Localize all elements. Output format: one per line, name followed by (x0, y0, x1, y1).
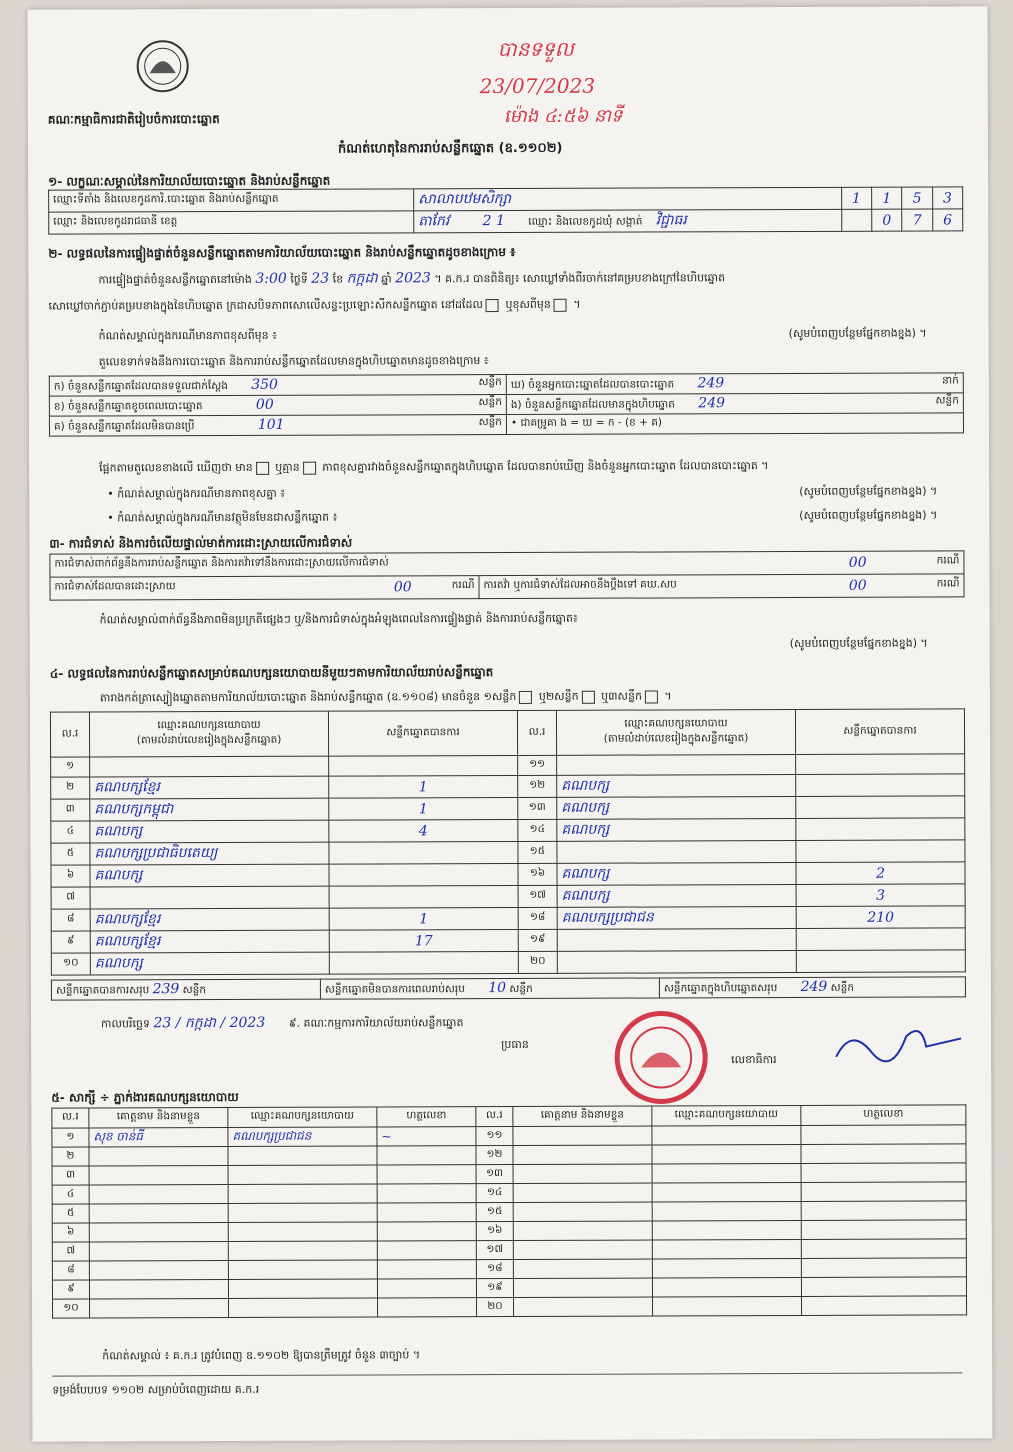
section5-title: ៥- សាក្សី ÷ ភ្នាក់ងារគណបក្សនយោបាយ (51, 1089, 239, 1105)
verify-line: ការផ្ទៀងផ្ទាត់ចំនួនសន្លឹកឆ្នោតនៅម៉ោង 3:00 ថ្ងៃទី 23 ខែ កក្កដា ឆ្នាំ 2023 ។ គ.ក.រ បានពិនិត្យ៖ សោឃ្លៅទាំងពីរចាក់នៅគម្របខាងក្រៅនៃហិបឆ្នោត (98, 270, 726, 287)
voters-count: 249 (697, 374, 725, 391)
row-no: ៩ (52, 1280, 89, 1299)
form-id: ទម្រង់បែបបទ ១១០២ សម្រាប់បំពេញដោយ គ.ក.រ (52, 1382, 260, 1397)
table-row (51, 840, 965, 865)
table-row (51, 884, 965, 909)
row-no: ៨ (52, 1261, 89, 1280)
figure-row: ខ) ចំនួនសន្លឹកឆ្នោតខូចពេលបោះឆ្នោត 00 សន្លឹក ង) ចំនួនសន្លឹកឆ្នោតដែលមានក្នុងហិបឆ្នោត 249 សន្លឹក (49, 393, 963, 416)
figures-intro: តួលេខទាក់ទងនឹងការបោះឆ្នោត និងការរាប់សន្លឹកឆ្នោតដែលមានក្នុងហិបឆ្នោតមានដូចខាងក្រោម ៖ (98, 354, 489, 369)
appeal-count: 00 (848, 577, 867, 594)
page-title: កំណត់ហេតុនៃការរាប់សន្លឹកឆ្នោត (ឧ.១១០២) (337, 140, 563, 157)
box-total-label: សន្លឹកឆ្នោតក្នុងហិបឆ្នោតសរុប (663, 981, 778, 994)
row-no: ១៨ (518, 907, 557, 929)
one-sheet-checkbox[interactable] (519, 690, 532, 703)
party-name: គណបក្ស (94, 867, 143, 884)
com-digit: 0 (882, 212, 892, 229)
spoiled-ballots: 00 (255, 396, 274, 413)
invalid-total-label: សន្លឹកឆ្នោតមិនបានការពេលរាប់សរុប (324, 982, 465, 996)
row-no: ៣ (52, 1166, 89, 1185)
row-no: ១៩ (518, 929, 557, 951)
row-no: ១៧ (476, 1240, 513, 1259)
party-name: គណបក្សកម្ពុជា (94, 801, 174, 818)
col-name: គោត្តនាម និងនាមខ្លួន (89, 1107, 228, 1127)
row-no: ៨ (51, 909, 90, 931)
commune-label: ឈ្មោះ និងលេខកូដឃុំ សង្កាត់ (528, 215, 643, 228)
date-line: កាលបរិច្ឆេទ 23 / កក្កដា / 2023 ៩. គណៈកម្មការការិយាល័យរាប់សន្លឹកឆ្នោត (101, 1014, 464, 1032)
vote-count: 1 (418, 800, 428, 817)
province-value: តាកែវ (418, 213, 450, 230)
figure-row: ក) ចំនួនសន្លឹកឆ្នោតដែលបានទទួលជាក់ស្តែង 350 សន្លឹក ឃ) ចំនួនអ្នកបោះឆ្នោតដែលបានបោះឆ្នោត 249 នាក់ (49, 373, 963, 396)
object-note: • កំណត់សម្គាល់ក្នុងករណីមានវត្ថុមិនមែនជាសន្លឹកឆ្នោត ៖ (107, 510, 338, 525)
row-no: ៦ (51, 865, 90, 887)
row-no: ១៨ (476, 1259, 513, 1278)
verify-hour: 3:00 (255, 270, 287, 287)
row-no: ៦ (52, 1223, 89, 1242)
col-sign: ហត្ថលេខា (377, 1107, 476, 1127)
figure-row: គ) ចំនួនសន្លឹកឆ្នោតដែលមិនបានប្រើ 101 សន្លឹក • ជាគម្រូគា ង = ឃ = ក - (ខ + គ) (49, 413, 963, 436)
commune-value: វិជ្ជាធរ (655, 212, 687, 229)
row-no: ១៥ (518, 841, 557, 863)
province-code: 2 1 (482, 213, 505, 230)
received-time: ម៉ោង ៤:៥៦ នាទី (503, 105, 623, 128)
col-votes: សន្លឹកឆ្នោតបានការ (328, 710, 517, 756)
row-no: ៧ (52, 1242, 89, 1261)
verify-day: 23 (311, 270, 330, 287)
row-no: ២០ (477, 1297, 514, 1316)
row-no: ១៩ (476, 1278, 513, 1297)
section1-table (48, 186, 963, 234)
table-row (51, 928, 965, 953)
vote-count: 1 (418, 778, 428, 795)
row-no: ២ (51, 777, 90, 799)
col-no: ល.រ (50, 712, 89, 757)
col-party: ឈ្មោះគណបក្សនយោបាយ (624, 717, 728, 730)
com-digit: 7 (912, 212, 922, 229)
row-no: ១៧ (518, 885, 557, 907)
no-diff-checkbox[interactable] (303, 461, 316, 474)
vote-count: 3 (876, 887, 886, 904)
party-name: គណបក្សខ្មែរ (94, 933, 161, 950)
table-row (53, 1296, 967, 1318)
object-hint: (សូមបំពេញបន្ថែមផ្នែកខាងខ្នង) ។ (799, 508, 938, 522)
row-no: ១១ (476, 1126, 513, 1145)
row-no: ២០ (518, 951, 557, 973)
row-no: ៧ (51, 887, 90, 909)
three-sheet-checkbox[interactable] (645, 690, 658, 703)
received-date: 23/07/2023 (479, 73, 596, 99)
unused-ballots: 101 (257, 416, 285, 433)
witness-table: ល.រ គោត្តនាម និងនាមខ្លួន ឈ្មោះគណបក្សនយោបាយ ហត្ថលេខា ល.រ គោត្តនាម និងនាមខ្លួន ឈ្មោះគណបក្សនយោបាយ ហត្ថលេខា ១ សុខ ចាន់ធី គណបក្សប្រជាជន ~ ១១ ២ ១២ ៣ ១៣ ៤ ១៤ ៥ ១៥ ៦ ១៦ ៧ ១៧ ៨ ១៨ ៩ ១៩ ១០ ២០ (51, 1104, 967, 1318)
loc-digit: 1 (851, 190, 861, 207)
table-row (51, 796, 965, 821)
chair-label: ប្រធាន (501, 1037, 529, 1052)
party-name: គណបក្ស (561, 777, 610, 794)
location-value: សាលាបឋមសិក្សា (418, 190, 512, 208)
party-name: គណបក្សប្រជាធិបតេយ្យ (94, 845, 218, 862)
complaint-label: ការជំទាស់ពាក់ព័ន្ធនឹងការរាប់សន្លឹកឆ្នោត និងការតវ៉ាទៅនឹងការដោះស្រាយលើការជំទាស់ (54, 556, 389, 570)
col-no: ល.រ (517, 710, 556, 755)
appeal-label: ការតវ៉ា ឬការជំទាស់ដែលអាចនឹងប្តឹងទៅ គឃ.សប (483, 578, 677, 592)
figures-table (49, 372, 964, 436)
diff-hint: (សូមបំពេញបន្ថែមផ្នែកខាងខ្នង) ។ (788, 326, 927, 341)
official-seal (591, 1007, 731, 1107)
complaint-count: 00 (848, 554, 867, 571)
org-name: គណៈកម្មាធិការជាតិរៀបចំការបោះឆ្នោត (47, 112, 220, 127)
witness-name: សុខ ចាន់ធី (93, 1129, 143, 1144)
two-sheet-checkbox[interactable] (582, 690, 595, 703)
party-name: គណបក្ស (561, 799, 610, 816)
invalid-total: 10 (488, 979, 507, 996)
location-label: ឈ្មោះទីតាំង និងលេខកូដការិ.បោះឆ្នោត និងរាប់សន្លឹកឆ្នោត (49, 189, 414, 212)
party-name: គណបក្ស (94, 955, 143, 972)
row-no: ៥ (51, 843, 90, 865)
diff-note-2: • កំណត់សម្គាល់ក្នុងករណីមានភាពខុសគ្នា ៖ (107, 486, 286, 501)
has-diff-checkbox[interactable] (256, 461, 269, 474)
row-no: ៤ (52, 1185, 89, 1204)
row-no: ១ (51, 757, 90, 777)
section1-title: ១- លក្ខណៈសម្គាល់នៃការិយាល័យបោះឆ្នោត និងរាប់សន្លឹកឆ្នោត (48, 173, 331, 189)
row-no: ១១ (518, 755, 557, 775)
row-no: ១៦ (476, 1221, 513, 1240)
vote-count: 4 (418, 822, 428, 839)
row-no: ១២ (476, 1145, 513, 1164)
diff-check-line: ផ្អែកតាមតួលេខខាងលើ ឃើញថា មាន ឬគ្មាន ភាពខុសគ្នារវាងចំនួនសន្លឹកឆ្នោតក្នុងហិបឆ្នោត ដែលបានរាប់ឃើញ និងចំនួនអ្នកបោះឆ្នោត ដែលបានបោះឆ្នោត ។ (99, 459, 769, 475)
section4-title: ៤- លទ្ធផលនៃការរាប់សន្លឹកឆ្នោតសម្រាប់គណបក្សនយោបាយនីមួយៗតាមការិយាល័យរាប់សន្លឹកឆ្នោត (49, 665, 494, 681)
verify-year: 2023 (395, 270, 431, 287)
valid-total: 239 (152, 980, 180, 997)
diff-note: កំណត់សម្គាល់ក្នុងករណីមានភាពខុសពីមុន ៖ (98, 328, 277, 343)
received-ballots: 350 (251, 376, 278, 393)
different-checkbox[interactable] (554, 298, 567, 311)
row-no: ១ (52, 1128, 89, 1147)
col-votes: សន្លឹកឆ្នោតបានការ (795, 709, 964, 755)
same-checkbox[interactable] (486, 299, 499, 312)
diff-hint-2: (សូមបំពេញបន្ថែមផ្នែកខាងខ្នង) ។ (799, 484, 938, 498)
section3-title: ៣- ការជំទាស់ និងការចំលើយផ្ទាល់មាត់ការដោះស្រាយលើការជំទាស់ (49, 535, 353, 551)
row-no: ១៥ (476, 1202, 513, 1221)
table-row (51, 774, 965, 799)
table-row (51, 818, 965, 843)
resolved-label: ការជំទាស់ដែលបានដោះស្រាយ (54, 580, 176, 593)
table-row (51, 950, 965, 975)
row-no: ៤ (51, 821, 90, 843)
row-no: ១៤ (518, 819, 557, 841)
section2-title: ២- លទ្ធផលនៃការផ្ទៀងផ្ទាត់ចំនួនសន្លឹកឆ្នោតតាមការិយាល័យបោះឆ្នោត និងរាប់សន្លឹកឆ្នោតដូចខាងក្រោម ៖ (48, 244, 516, 261)
row-no: ២ (52, 1147, 89, 1166)
table-row (51, 906, 965, 931)
party-name: គណបក្ស (561, 887, 610, 904)
seal-line: សោឃ្លៅចាក់ភ្ជាប់គម្របខាងក្នុងនៃហិបឆ្នោត ក្រដាសបិទភាពសោលើសន្ទះប្រឡោះសីកសន្លឹកឆ្នោត នៅដដែល ឬខុសពីមុន ។ (48, 297, 581, 313)
vote-count: 210 (867, 909, 895, 926)
party-name: គណបក្ស (561, 865, 610, 882)
col-party: ឈ្មោះគណបក្សនយោបាយ (157, 718, 261, 732)
row-no: ៣ (51, 799, 90, 821)
row-no: ១៣ (518, 797, 557, 819)
witness-party: គណបក្សប្រជាជន (232, 1128, 312, 1143)
tally-sheet-line: តារាងកត់ត្រាស្បៀងឆ្នោតតាមការិយាល័យបោះឆ្នោត និងរាប់សន្លឹកឆ្នោត (ឧ.១១០៨) មានចំនួន ១សន្លឹក ឬ២សន្លឹក ឬ៣សន្លឹក ។ (99, 689, 672, 705)
results-table: ល.រ ឈ្មោះគណបក្សនយោបាយ (តាមលំដាប់លេខរៀងក្នុងសន្លឹកឆ្នោត) សន្លឹកឆ្នោតបានការ ល.រ ឈ្មោះគណបក្សនយោបាយ (តាមលំដាប់លេខរៀងក្នុងសន្លឹកឆ្នោត) សន្លឹកឆ្នោតបានការ ១ ១១ ២ គណបក្សខ្មែរ 1 ១២ គណបក្ស ៣ គណបក្សកម្ពុជា 1 ១៣ គណបក្ស ៤ គណបក្ស 4 ១៤ គណបក្ស ៥ គណបក្សប្រជាធិបតេយ្យ ១៥ ៦ គណបក្ស ១៦ គណបក្ស 2 ៧ ១៧ គណបក្ស 3 ៨ គណបក្សខ្មែរ 1 ១៨ គណបក្សប្រជាជន 210 ៩ គណបក្សខ្មែរ 17 ១៩ ១០ គណបក្ស ២០ (50, 708, 966, 975)
received-stamp: បានទទួល (497, 36, 574, 62)
vote-count: 17 (414, 932, 433, 949)
nec-logo (136, 39, 190, 93)
province-label: ឈ្មោះ និងលេខកូដរាជធានី ខេត្ត (49, 211, 414, 234)
secretary-signature (831, 1016, 971, 1066)
complaints-table: ការជំទាស់ពាក់ព័ន្ធនឹងការរាប់សន្លឹកឆ្នោត និងការតវ៉ាទៅនឹងការដោះស្រាយលើការជំទាស់ ករណី 00 ការជំទាស់ដែលបានដោះស្រាយ ករណី 00 ការតវ៉ា ឬការជំទាស់ដែលអាចនឹងប្តឹងទៅ គឃ.សប ករណី 00 (49, 550, 964, 600)
party-name: គណបក្សខ្មែរ (94, 779, 160, 796)
party-name: គណបក្ស (561, 821, 610, 838)
box-ballots: 249 (698, 394, 726, 411)
footer-note: កំណត់សម្គាល់ ៖ គ.ក.រ ត្រូវបំពេញ ឧ.១១០២ ឱ្យបានត្រឹមត្រូវ ចំនួន ៣ច្បាប់ ។ (102, 1348, 421, 1363)
loc-digit: 1 (882, 190, 892, 207)
party-name: គណបក្សខ្មែរ (94, 911, 161, 928)
loc-digit: 5 (912, 190, 922, 207)
irregularity-note: កំណត់សម្គាល់ពាក់ព័ន្ធនឹងភាពមិនប្រក្រតីផ្សេងៗ ឬ/និងការជំទាស់ក្នុងអំឡុងពេលនៃការផ្ទៀងផ្ទាត់ និងការរាប់សន្លឹកឆ្នោត៖ (99, 611, 578, 627)
loc-digit: 3 (942, 189, 952, 206)
table-row (51, 862, 965, 887)
vote-count: 2 (876, 865, 886, 882)
row-no: ១០ (53, 1299, 90, 1318)
box-total: 249 (800, 978, 828, 995)
row-no: ១០ (51, 953, 90, 975)
col-party: ឈ្មោះគណបក្សនយោបាយ (228, 1107, 377, 1128)
committee-label: ៩. គណៈកម្មការការិយាល័យរាប់សន្លឹកឆ្នោត (288, 1016, 464, 1030)
document-sheet (28, 6, 993, 1441)
row-no: ៩ (51, 931, 90, 953)
witness-signature: ~ (381, 1129, 392, 1144)
com-digit: 6 (943, 211, 953, 228)
party-name: គណបក្សប្រជាជន (561, 909, 654, 926)
valid-total-label: សន្លឹកឆ្នោតបានការសរុប (55, 983, 150, 997)
vote-count: 1 (419, 910, 429, 927)
row-no: ១៣ (476, 1164, 513, 1183)
verify-month: កក្កដា (346, 270, 378, 287)
row-no: ១៤ (476, 1183, 513, 1202)
row-no: ៥ (52, 1204, 89, 1223)
row-no: ១២ (518, 775, 557, 797)
formula: • ជាគម្រូគា ង = ឃ = ក - (ខ + គ) (510, 416, 663, 429)
totals-table: សន្លឹកឆ្នោតបានការសរុប 239 សន្លឹក សន្លឹកឆ្នោតមិនបានការពេលរាប់សរុប 10 សន្លឹក សន្លឹកឆ្នោតក្នុងហិបឆ្នោតសរុប 249 សន្លឹក (51, 976, 966, 1000)
count-date: 23 / កក្កដា / 2023 (153, 1014, 266, 1032)
secretary-label: លេខាធិការ (731, 1053, 777, 1067)
resolved-count: 00 (393, 579, 412, 596)
irregularity-hint: (សូមបំពេញបន្ថែមផ្នែកខាងខ្នង) ។ (789, 636, 928, 651)
party-name: គណបក្ស (94, 823, 143, 840)
row-no: ១៦ (518, 863, 557, 885)
